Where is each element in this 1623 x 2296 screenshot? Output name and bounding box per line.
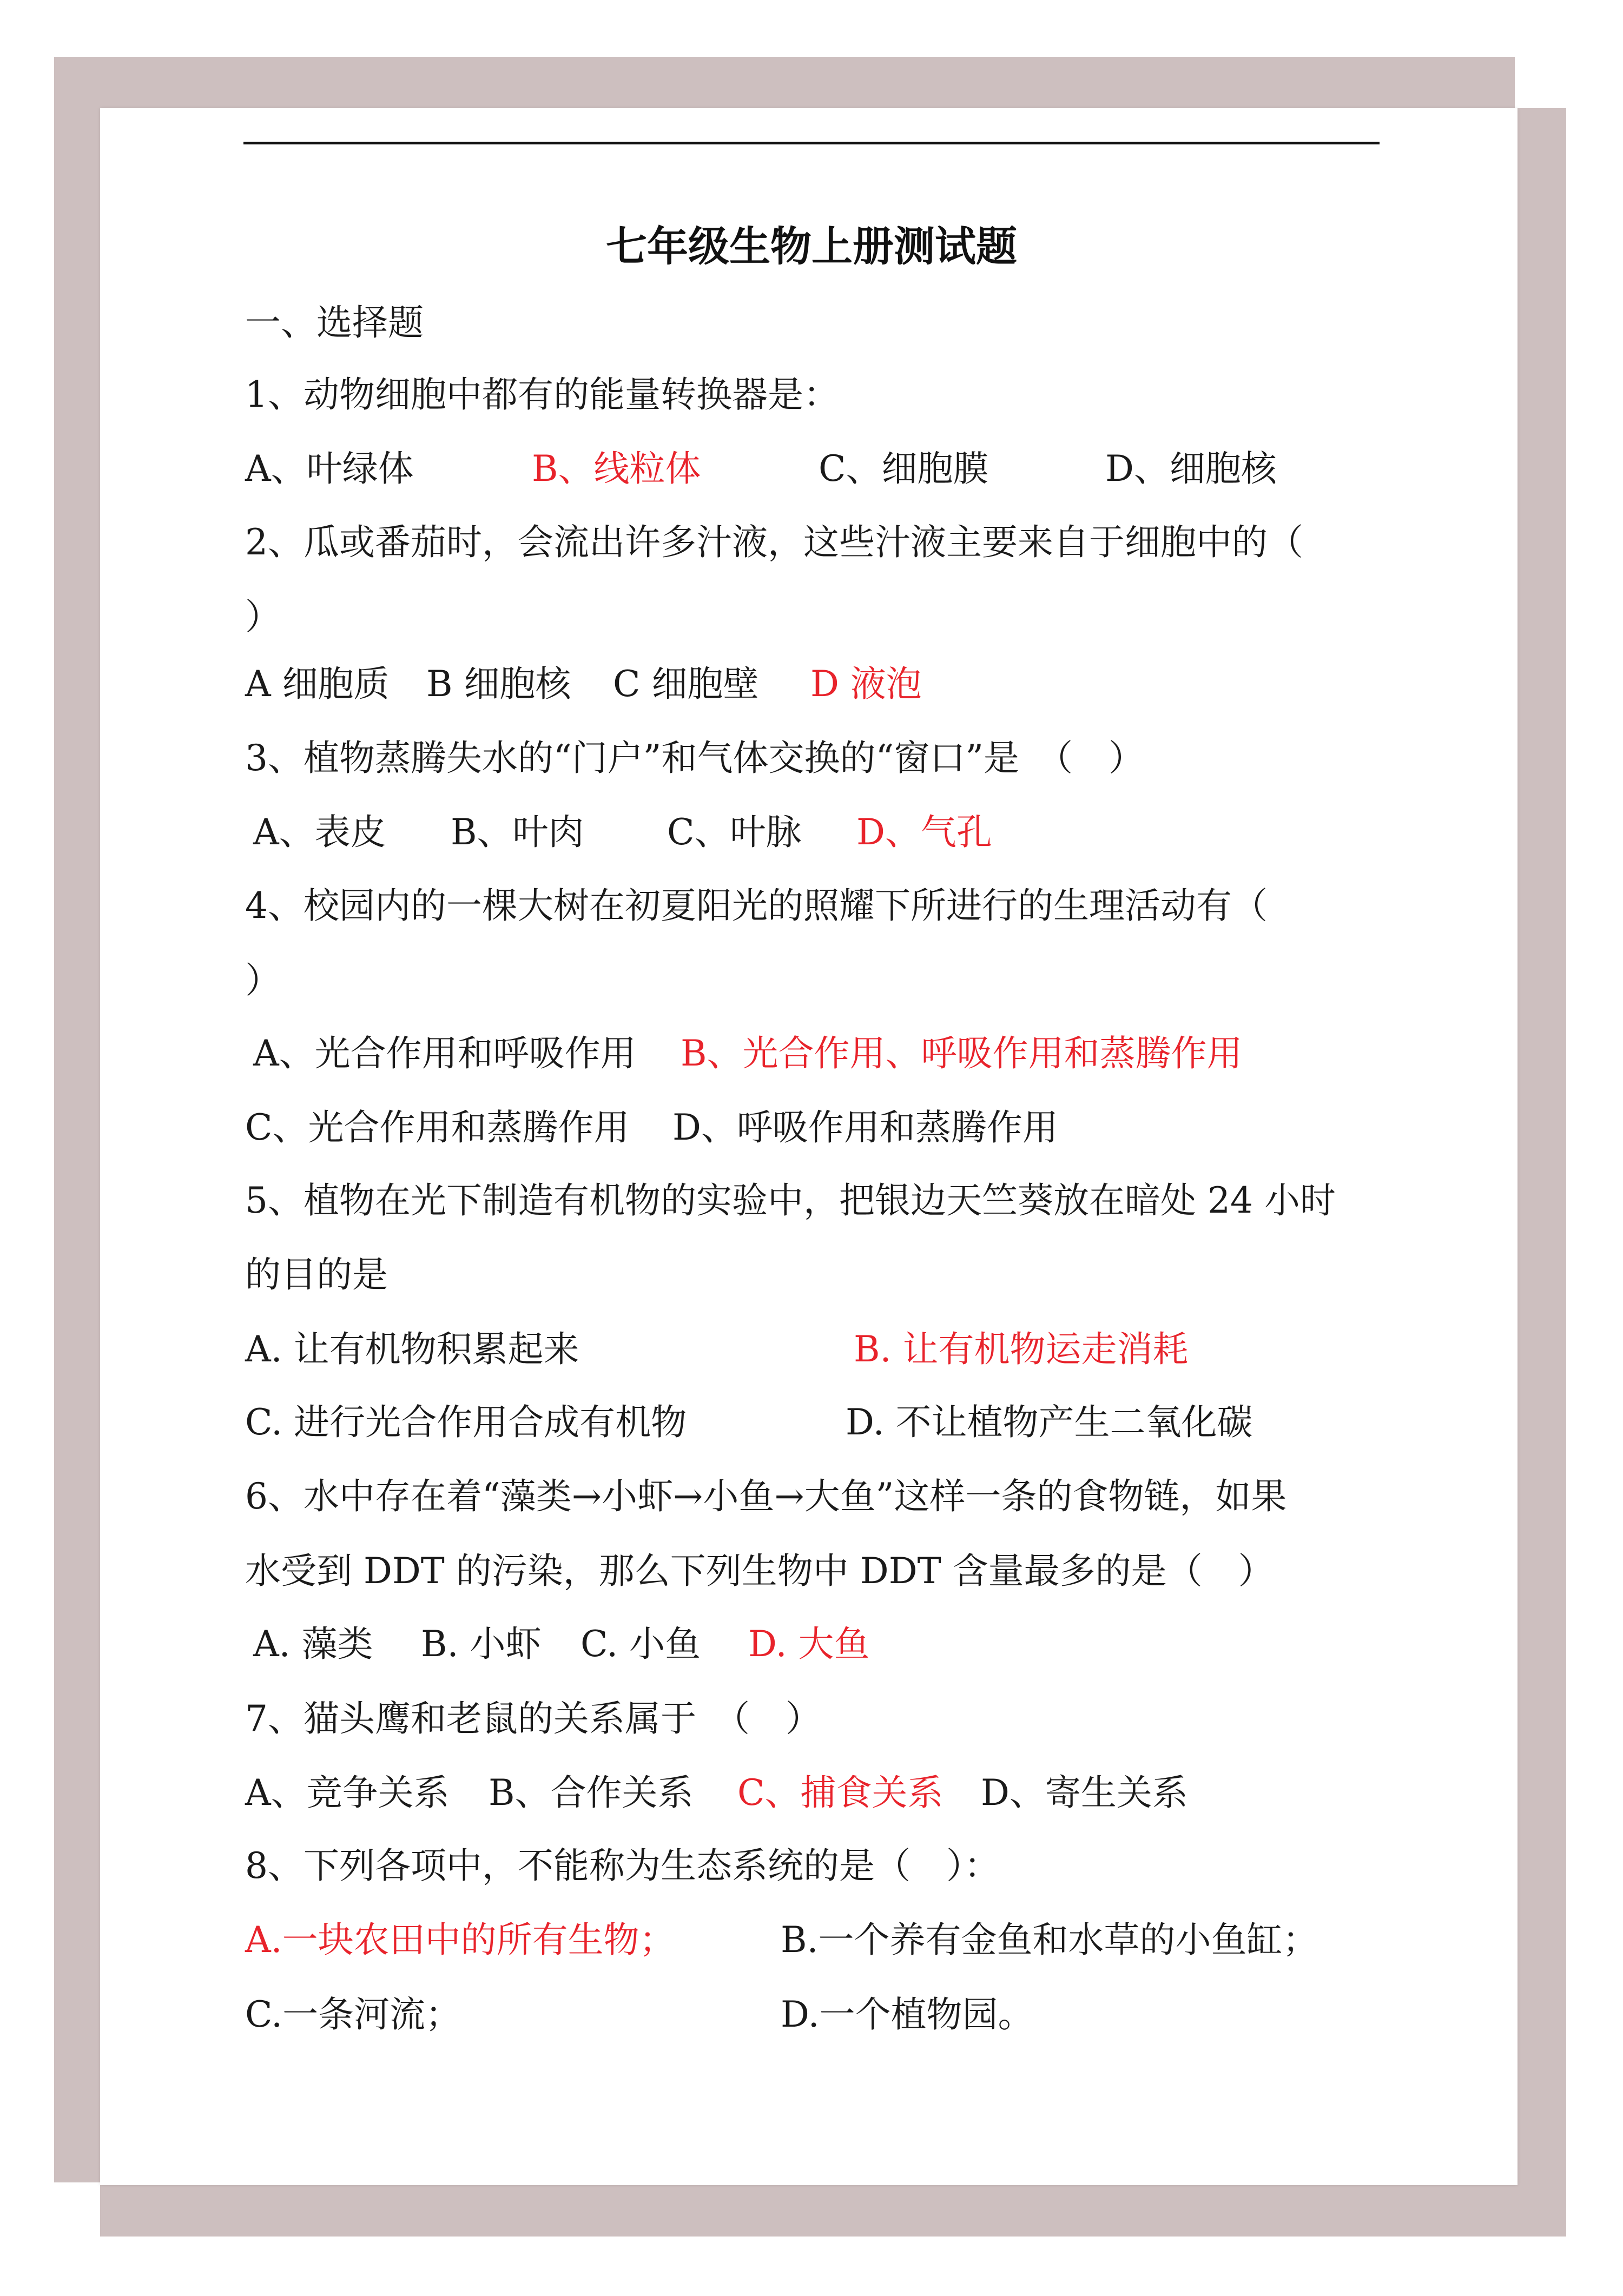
question-5-option-c: C. 进行光合作用合成有机物 bbox=[245, 1401, 687, 1443]
question-6-option-d-answer: D. 大鱼 bbox=[748, 1623, 870, 1665]
question-4-stem-line-1: 4、校园内的一棵大树在初夏阳光的照耀下所进行的生理活动有（ bbox=[245, 885, 1268, 927]
page-title: 七年级生物上册测试题 bbox=[606, 222, 1017, 270]
question-3-option-b: B、叶肉 bbox=[451, 811, 584, 853]
question-1-option-c: C、细胞膜 bbox=[819, 448, 989, 489]
question-2-stem-line-1: 2、瓜或番茄时，会流出许多汁液，这些汁液主要来自于细胞中的（ bbox=[245, 521, 1303, 563]
question-2-option-a: A 细胞质 bbox=[245, 663, 390, 705]
question-2-option-d-answer: D 液泡 bbox=[810, 663, 922, 705]
question-1-option-a: A、叶绿体 bbox=[245, 448, 414, 489]
question-5-stem-line-2: 的目的是 bbox=[245, 1254, 388, 1295]
question-8-option-c: C.一条河流； bbox=[245, 1994, 461, 2035]
question-3-stem: 3、植物蒸腾失水的“门户”和气体交换的“窗口”是 （ ） bbox=[245, 737, 1144, 779]
question-8-stem: 8、下列各项中，不能称为生态系统的是（ ）： bbox=[245, 1845, 1000, 1887]
question-7-stem: 7、猫头鹰和老鼠的关系属于 （ ） bbox=[245, 1698, 821, 1739]
question-8-option-b: B.一个养有金鱼和水草的小鱼缸； bbox=[781, 1919, 1318, 1961]
question-8-option-d: D.一个植物园。 bbox=[781, 1994, 1034, 2035]
question-2-option-c: C 细胞壁 bbox=[613, 663, 759, 705]
question-5-option-a: A. 让有机物积累起来 bbox=[245, 1328, 579, 1370]
question-6-stem-line-1: 6、水中存在着“藻类→小虾→小鱼→大鱼”这样一条的食物链，如果 bbox=[245, 1475, 1287, 1517]
question-5-option-b-answer: B. 让有机物运走消耗 bbox=[854, 1328, 1189, 1370]
question-6-option-c: C. 小鱼 bbox=[580, 1623, 701, 1665]
header-rule bbox=[243, 142, 1380, 144]
question-7-option-b: B、合作关系 bbox=[489, 1772, 694, 1814]
question-5-option-d: D. 不让植物产生二氧化碳 bbox=[846, 1401, 1253, 1443]
question-2-option-b: B 细胞核 bbox=[426, 663, 571, 705]
question-5-stem-line-1: 5、植物在光下制造有机物的实验中，把银边天竺葵放在暗处 24 小时 bbox=[245, 1180, 1336, 1221]
question-7-option-a: A、竞争关系 bbox=[245, 1772, 450, 1814]
question-4-option-d: D、呼吸作用和蒸腾作用 bbox=[672, 1107, 1058, 1148]
question-2-stem-line-2: ） bbox=[245, 596, 281, 638]
question-3-option-d-answer: D、气孔 bbox=[856, 811, 992, 853]
question-4-option-c: C、光合作用和蒸腾作用 bbox=[245, 1107, 630, 1148]
question-3-option-c: C、叶脉 bbox=[667, 811, 802, 853]
question-6-option-a: A. 藻类 bbox=[253, 1623, 373, 1665]
question-1-option-b-answer: B、线粒体 bbox=[532, 448, 701, 489]
question-4-stem-line-2: ） bbox=[245, 960, 281, 1001]
question-7-option-d: D、寄生关系 bbox=[981, 1772, 1188, 1814]
question-6-stem-line-2: 水受到 DDT 的污染，那么下列生物中 DDT 含量最多的是（ ） bbox=[245, 1550, 1274, 1592]
question-4-option-b-answer: B、光合作用、呼吸作用和蒸腾作用 bbox=[681, 1033, 1243, 1074]
question-1-stem: 1、动物细胞中都有的能量转换器是： bbox=[245, 374, 839, 415]
question-7-option-c-answer: C、捕食关系 bbox=[737, 1772, 944, 1814]
question-4-option-a: A、光合作用和呼吸作用 bbox=[253, 1033, 636, 1074]
section-heading: 一、选择题 bbox=[245, 302, 424, 343]
question-6-option-b: B. 小虾 bbox=[421, 1623, 542, 1665]
question-1-option-d: D、细胞核 bbox=[1105, 448, 1277, 489]
question-8-option-a-answer: A.一块农田中的所有生物； bbox=[245, 1919, 675, 1961]
question-3-option-a: A、表皮 bbox=[253, 811, 386, 853]
